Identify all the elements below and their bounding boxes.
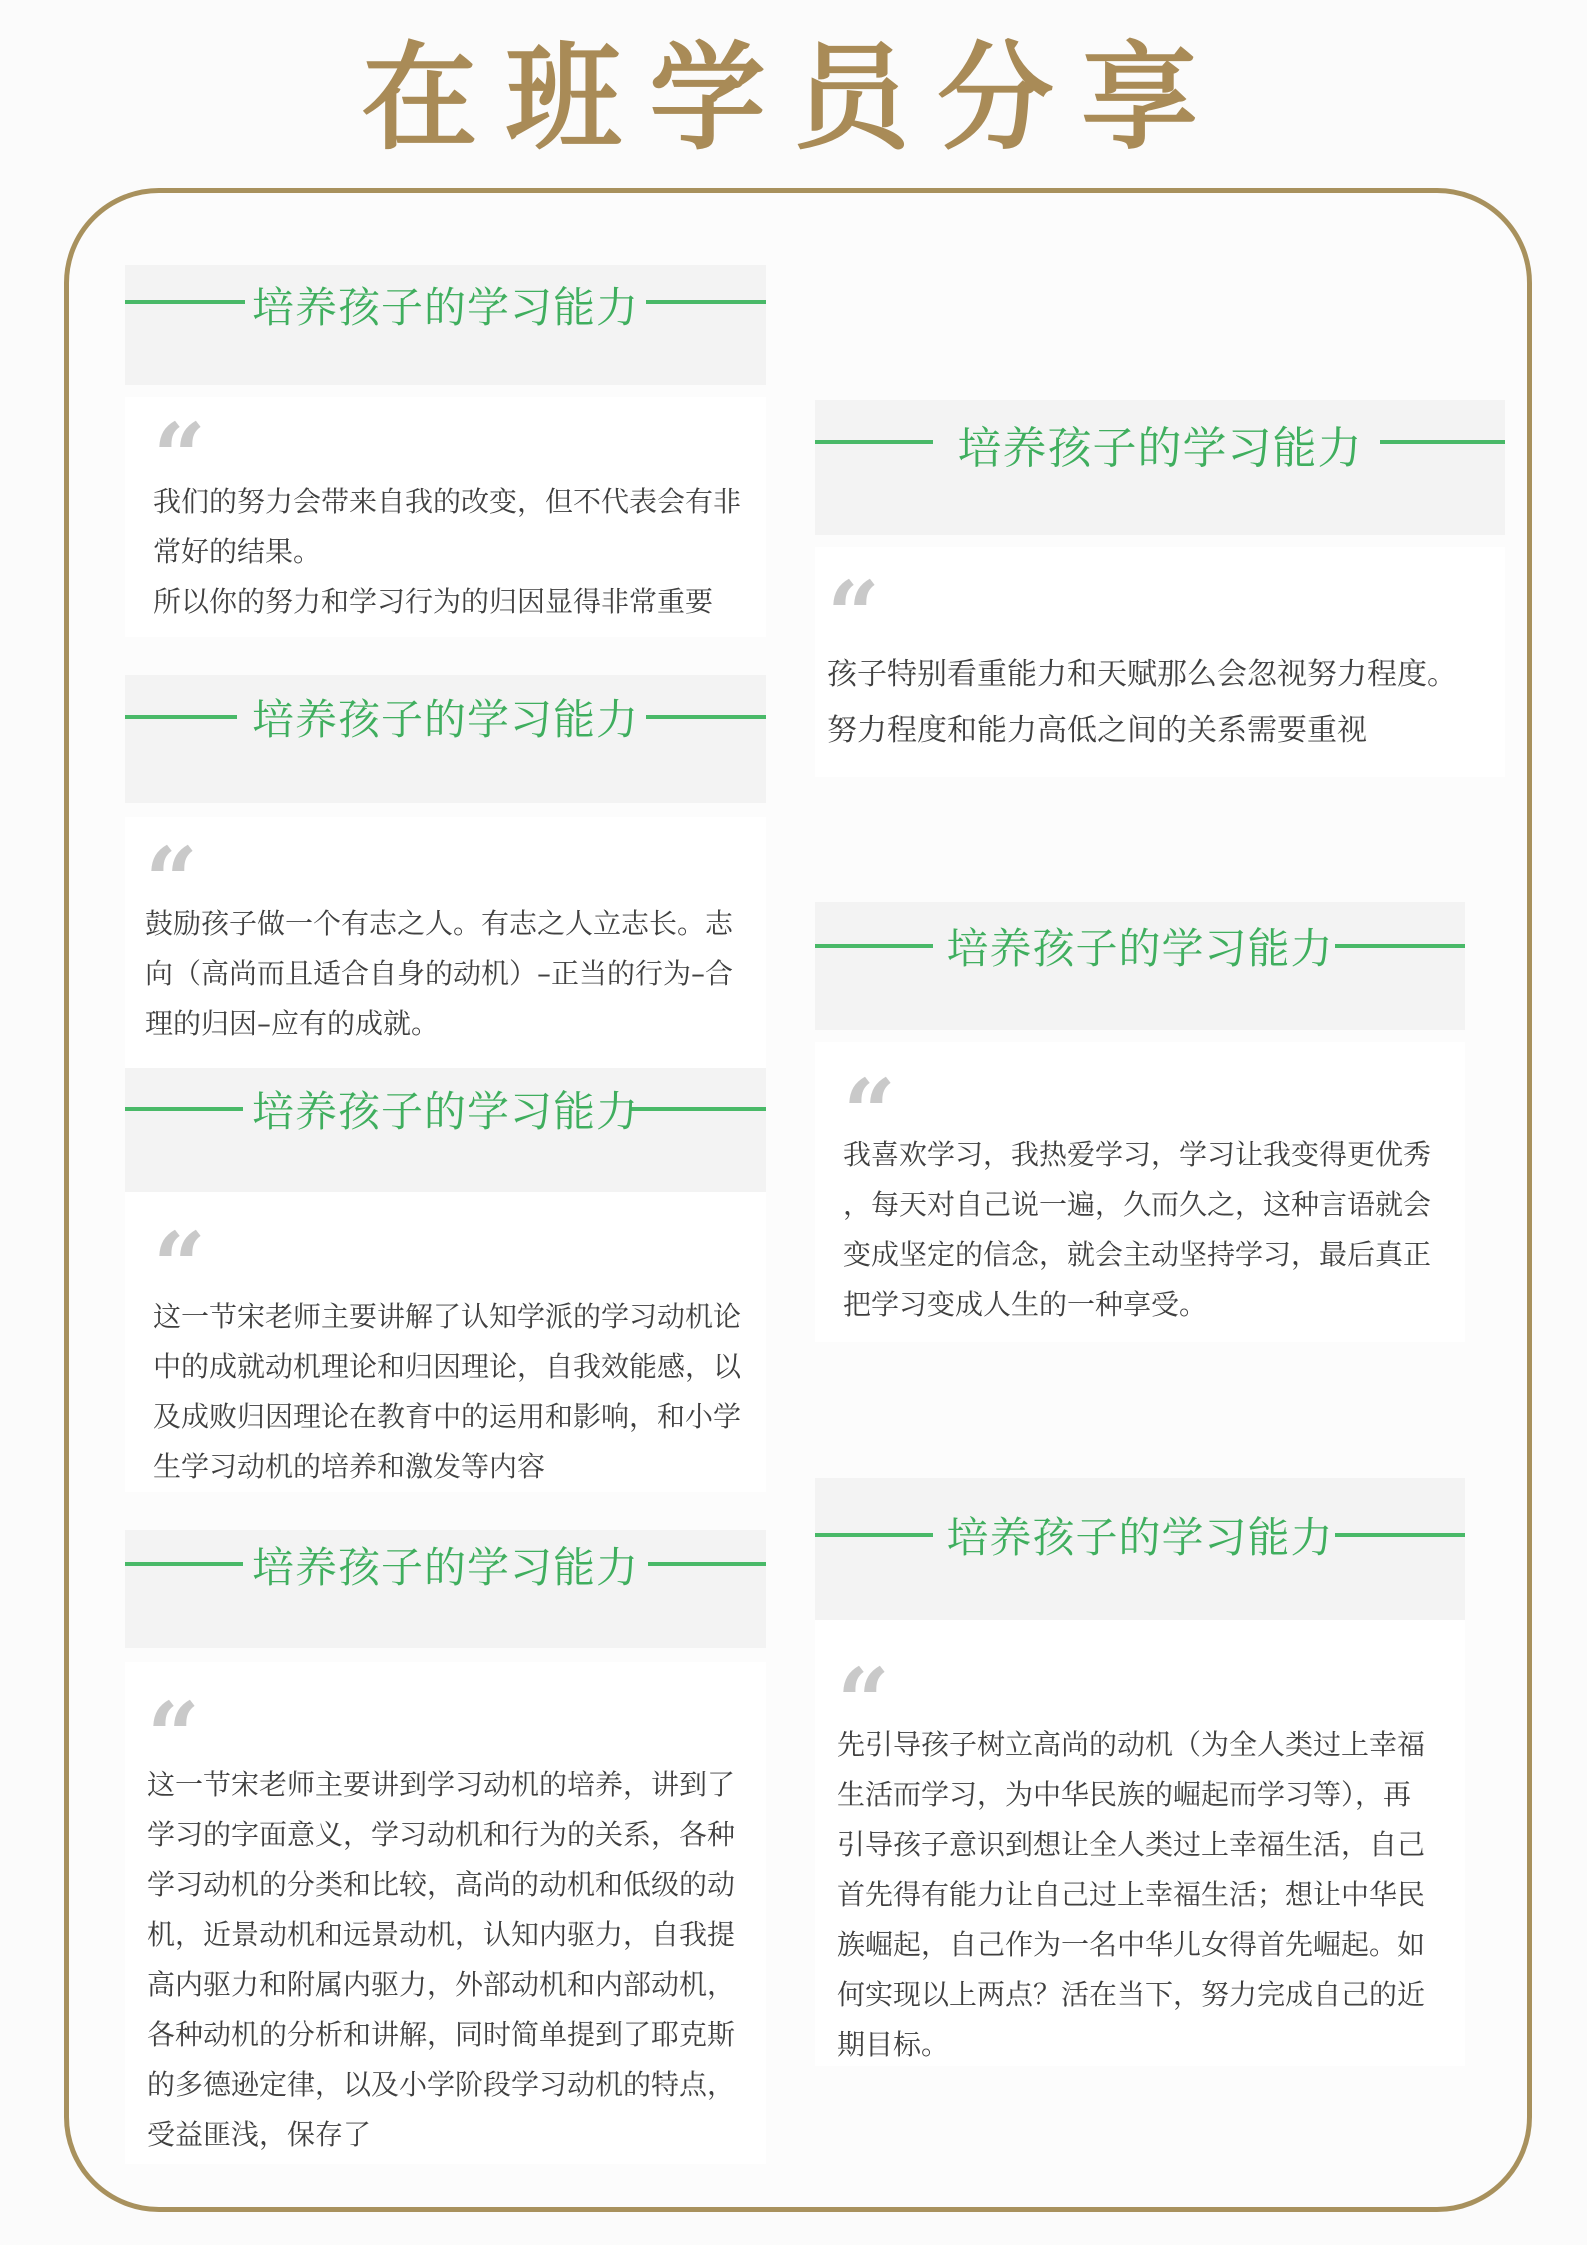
card-header [815,1478,1465,1620]
card-heading: 培养孩子的学习能力 [251,1543,639,1592]
card-header [125,1530,766,1648]
card-text: 孩子特别看重能力和天赋那么会忽视努力程度。 努力程度和能力高低之间的关系需要重视 [827,657,1457,748]
quote-icon: “ [837,1656,890,1716]
share-card [125,675,766,1069]
card-body [125,1192,766,1492]
card-text: 我喜欢学习，我热爱学习，学习让我变得更优秀 ，每天对自己说一遍，久而久之，这种言语就会 变成坚定的信念，就会主动坚持学习，最后真正 把学习变成人生的一种享受。 [843,1138,1432,1321]
card-heading: 培养孩子的学习能力 [946,924,1334,973]
share-card [815,400,1505,777]
card-heading: 培养孩子的学习能力 [957,423,1363,474]
share-card [815,902,1465,1342]
card-heading: 培养孩子的学习能力 [251,283,639,332]
card-body [815,1042,1465,1342]
card-text: 这一节宋老师主要讲解了认知学派的学习动机论 中的成就动机理论和归因理论，自我效能感，以 及成败归因理论在教育中的运用和影响，和小学 生学习动机的培养和激发等内容 [153,1300,742,1483]
card-header [125,1068,766,1192]
quote-icon: “ [153,1220,206,1280]
quote-icon: “ [827,569,880,629]
card-body [125,1662,766,2164]
card-header [815,902,1465,1030]
card-header [125,265,766,385]
quote-icon: “ [145,835,198,895]
card-heading: 培养孩子的学习能力 [251,695,639,744]
card-body [125,817,766,1069]
card-header [125,675,766,803]
share-card [125,265,766,637]
card-body [125,397,766,637]
card-text: 我们的努力会带来自我的改变，但不代表会有非 常好的结果。 所以你的努力和学习行为的归因显得非常重要 [153,485,742,618]
card-heading: 培养孩子的学习能力 [251,1087,639,1136]
page-title: 在班学员分享 [361,30,1226,166]
card-header [815,400,1505,535]
card-body [815,547,1505,777]
quote-icon: “ [147,1690,200,1750]
card-text: 鼓励孩子做一个有志之人。有志之人立志长。志 向（高尚而且适合自身的动机）–正当的行为–合 理的归因–应有的成就。 [145,907,734,1040]
card-body [815,1620,1465,2066]
card-text: 先引导孩子树立高尚的动机（为全人类过上幸福 生活而学习，为中华民族的崛起而学习等），再 引导孩子意识到想让全人类过上幸福生活，自己 首先得有能力让自己过上幸福生活；想让中华民 族崛起，自己作为一名中华儿女得首先崛起。如 何实现以上两点？活在当下，努力完成自己的近 期目标。 [837,1728,1426,2061]
share-card [125,1530,766,2164]
share-card [125,1068,766,1492]
quote-icon: “ [153,411,206,471]
card-heading: 培养孩子的学习能力 [946,1513,1334,1562]
share-card [815,1478,1465,2066]
card-text: 这一节宋老师主要讲到学习动机的培养，讲到了 学习的字面意义，学习动机和行为的关系，各种 学习动机的分类和比较，高尚的动机和低级的动 机，近景动机和远景动机，认知内驱力，自我提 高内驱力和附属内驱力，外部动机和内部动机， 各种动机的分析和讲解，同时简单提到了耶克斯 的多德逊定律，以及小学阶段学习动机的特点， 受益匪浅，保存了 [147,1768,736,2151]
quote-icon: “ [843,1067,896,1127]
